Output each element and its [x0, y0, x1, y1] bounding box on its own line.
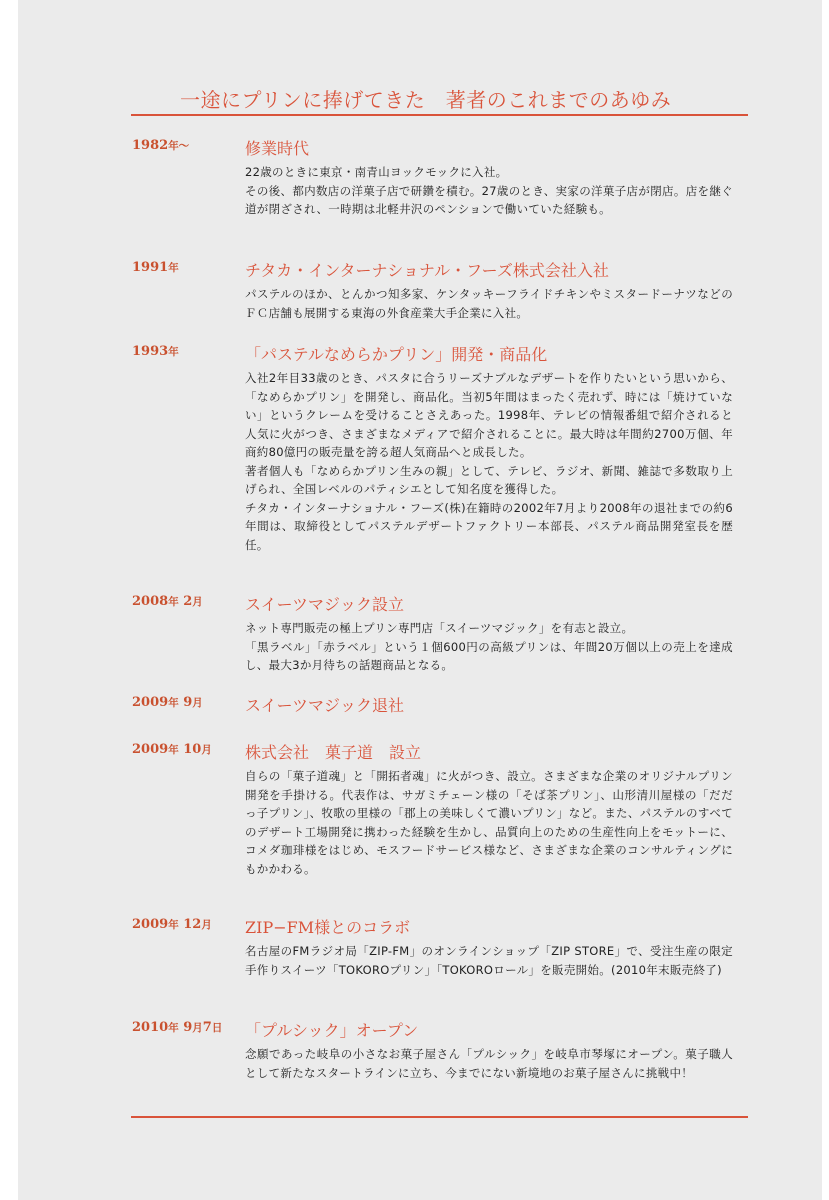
entry-body: [245, 285, 733, 322]
page-title: 一途にプリンに捧げてきた 著者のこれまでのあゆみ: [180, 88, 672, 112]
entry-paragraph: 入社2年目33歳のとき、パスタに合うリーズナブルなデザートを作りたいという思いから、「なめらかプリン」を開発し、商品化。当初5年間はまったく売れず、時には「焼けていない」というクレームを受けることさえあった。1998年、テレビの情報番組で紹介されると人気に火がつき、さまざまなメディアで紹介されることに。最大時は年間約2700万個、年商約80億円の販売量を誇る超人気商品へと成長した。: [245, 371, 733, 459]
entry-body: [245, 619, 733, 675]
entry-heading: チタカ・インターナショナル・フーズ株式会社入社: [245, 261, 609, 280]
entry-date: 2009年 12月: [132, 917, 212, 932]
entry-date: 1993年: [132, 344, 179, 359]
entry-paragraph: 念願であった岐阜の小さなお菓子屋さん「プルシック」を岐阜市琴塚にオープン。菓子職人として新たなスタートラインに立ち、今までにない新境地のお菓子屋さんに挑戦中！: [245, 1047, 733, 1080]
entry-paragraph: 著者個人も「なめらかプリン生みの親」として、テレビ、ラジオ、新聞、雑誌で多数取り上げられ、全国レベルのパティシエとして知名度を獲得した。: [245, 463, 733, 496]
entry-date: 2010年 9月7日: [132, 1020, 223, 1035]
entry-date: 1991年: [132, 260, 179, 275]
bottom-rule: [131, 1116, 748, 1118]
entry-heading: ZIP−FM様とのコラボ: [245, 918, 411, 937]
entry-paragraph: 自らの「菓子道魂」と「開拓者魂」に火がつき、設立。さまざまな企業のオリジナルプリン開発を手掛ける。代表作は、サガミチェーン様の「そば茶プリン」、山形清川屋様の「だだっ子プリン」、牧歌の里様の「郡上の美味しくて濃いプリン」など。また、パステルのすべてのデザート工場開発に携わった経験を生かし、品質向上のための生産性向上をモットーに、コメダ珈琲様をはじめ、モスフードサービス様など、さまざまな企業のコンサルティングにもかかわる。: [245, 769, 733, 876]
entry-heading: 「パステルなめらかプリン」開発・商品化: [245, 345, 548, 364]
entry-body: [245, 767, 733, 878]
entry-body: [245, 369, 733, 554]
entry-date: 2009年 10月: [132, 742, 212, 757]
entry-heading: スイーツマジック設立: [245, 595, 405, 614]
entry-body: [245, 163, 733, 219]
title-rule: [131, 114, 748, 116]
entry-date: 2009年 9月: [132, 695, 203, 710]
entry-date: 2008年 2月: [132, 594, 203, 609]
entry-body: [245, 1045, 733, 1082]
entry-paragraph: パステルのほか、とんかつ知多家、ケンタッキーフライドチキンやミスタードーナツなどのＦＣ店舗も展開する東海の外食産業大手企業に入社。: [245, 287, 733, 320]
entry-date: 1982年〜: [132, 138, 190, 153]
entry-heading: 株式会社 菓子道 設立: [245, 743, 422, 762]
entry-paragraph: ネット専門販売の極上プリン専門店「スイーツマジック」を有志と設立。: [245, 621, 634, 635]
entry-heading: スイーツマジック退社: [245, 696, 405, 715]
entry-body: [245, 942, 733, 979]
entry-heading: 「プルシック」オープン: [245, 1021, 419, 1040]
entry-paragraph: 22歳のときに東京・南青山ヨックモックに入社。: [245, 165, 508, 179]
entry-paragraph: その後、都内数店の洋菓子店で研鑽を積む。27歳のとき、実家の洋菓子店が閉店。店を継ぐ道が閉ざされ、一時期は北軽井沢のペンションで働いていた経験も。: [245, 183, 733, 216]
entry-paragraph: チタカ・インターナショナル・フーズ(株)在籍時の2002年7月より2008年の退社までの約6年間は、取締役としてパステルデザートファクトリー本部長、パステル商品開発室長を歴任。: [245, 500, 733, 552]
entry-paragraph: 名古屋のFMラジオ局「ZIP-FM」のオンラインショップ「ZIP STORE」で、受注生産の限定手作りスイーツ「TOKOROプリン」「TOKOROロール」を販売開始。(2010年末販売終了): [245, 944, 733, 977]
entry-paragraph: 「黒ラベル」「赤ラベル」という１個600円の高級プリンは、年間20万個以上の売上を達成し、最大3か月待ちの話題商品となる。: [245, 639, 733, 672]
entry-heading: 修業時代: [245, 139, 310, 158]
